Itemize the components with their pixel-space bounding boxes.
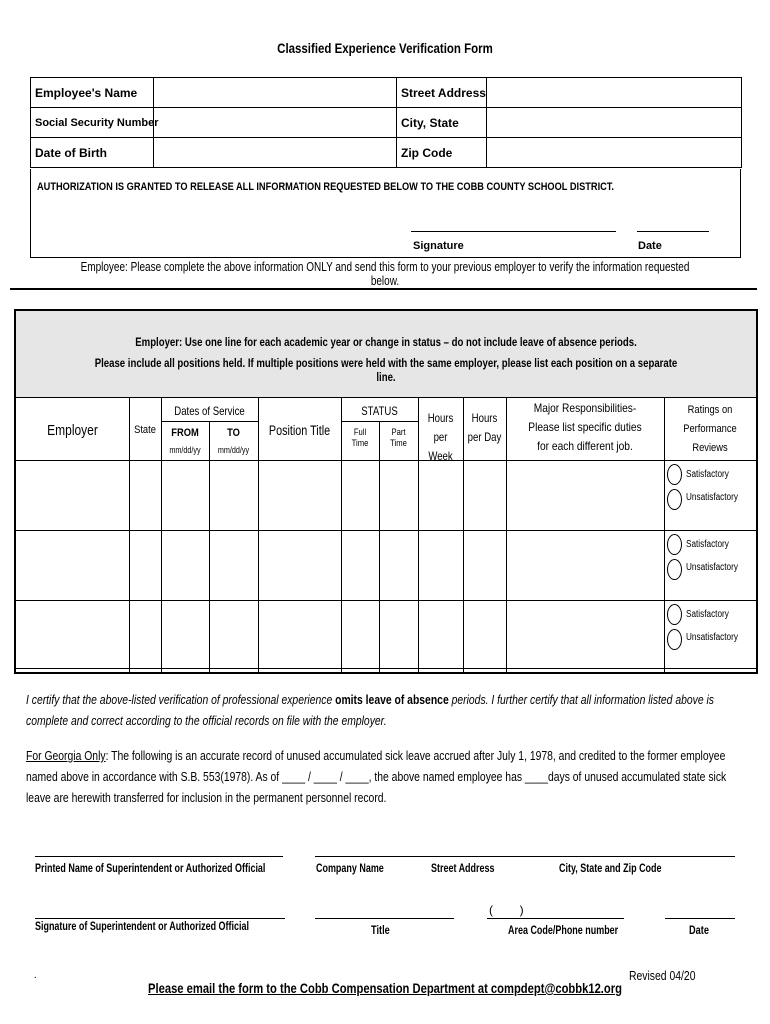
- dates-group-line: [161, 421, 258, 422]
- to-header: [213, 424, 255, 443]
- georgia-label: For Georgia Only: [26, 749, 106, 763]
- status-header: [349, 402, 411, 421]
- certification-text: [26, 690, 740, 732]
- row-divider: [16, 530, 756, 531]
- dob-label: Date of Birth: [31, 138, 154, 168]
- col-divider: [258, 397, 259, 672]
- street-address-footer-label: Street Address: [431, 863, 495, 875]
- employee-name-field[interactable]: [154, 78, 397, 108]
- major-text-1: Major Responsibilities-: [533, 401, 637, 415]
- employee-info-table: [30, 77, 742, 168]
- col-divider: [161, 397, 162, 672]
- certification-part-1: I certify that the above-listed verification of professional experience: [26, 693, 336, 707]
- rating-unsatisfactory-radio[interactable]: [667, 559, 682, 580]
- header-row-bottom: [16, 460, 756, 461]
- city-state-zip-label: City, State and Zip Code: [559, 863, 662, 875]
- rating-unsatisfactory-radio[interactable]: [667, 629, 682, 650]
- unsatisfactory-label: Unsatisfactory: [686, 562, 738, 573]
- full-time-header: [344, 427, 376, 449]
- georgia-sick-leave-text: [26, 746, 740, 809]
- footer-date-label: Date: [689, 925, 709, 937]
- status-group-line: [341, 421, 418, 422]
- col-divider: [506, 397, 507, 672]
- employee-name-label: Employee's Name: [31, 78, 154, 108]
- employer-instruction-2: Please include all positions held. If multiple positions were held with the same employer, please list each position on a separate line.: [94, 356, 678, 384]
- from-header: [165, 424, 206, 443]
- georgia-body: : The following is an accurate record of unused accumulated sick leave accrued after July 1, 1978, and credited to the former employee named above in accordance with S.B. 553(1978). As of ____ / ____ / ____, the above named employee has ____days of unused accumulated state sick leave are herewith transferred for inclusion in the permanent personnel record.: [26, 749, 727, 805]
- phone-parentheses: ( ): [489, 903, 524, 917]
- major-text-2: Please list specific duties: [528, 420, 642, 434]
- signature-line[interactable]: [411, 231, 616, 232]
- position-title-text: Position Title: [268, 423, 331, 438]
- company-info-line[interactable]: [315, 856, 735, 857]
- certification-bold: omits leave of absence: [335, 693, 449, 707]
- ssn-label: Social Security Number: [31, 108, 154, 138]
- authorization-box: [30, 169, 741, 258]
- row-divider: [16, 668, 756, 669]
- email-instruction: Please email the form to the Cobb Compensation Department at compdept@cobbk12.org: [148, 980, 622, 996]
- rating-satisfactory-radio[interactable]: [667, 464, 682, 485]
- date-label: Date: [638, 240, 662, 252]
- state-header-text: State: [134, 424, 156, 436]
- signature-label: Signature: [413, 240, 464, 252]
- employee-note: Employee: Please complete the above information ONLY and send this form to your previous employer to verify the information requested below.: [80, 260, 690, 288]
- hours-week-text-1: Hours: [427, 411, 454, 425]
- dates-of-service-header: [171, 402, 249, 421]
- unsatisfactory-label: Unsatisfactory: [686, 632, 738, 643]
- certification-part-2: periods. I further certify that all information listed above is complete and correct according to the official records on file with the employer.: [26, 693, 714, 728]
- printed-name-line[interactable]: [35, 856, 283, 857]
- row-divider: [16, 600, 756, 601]
- to-format: [214, 445, 253, 456]
- full-time-text-1: Full: [353, 427, 367, 437]
- date-line[interactable]: [637, 231, 709, 232]
- col-divider: [463, 397, 464, 672]
- hours-day-text-2: per Day: [467, 430, 502, 444]
- employer-instruction-1: Employer: Use one line for each academic year or change in status – do not include leave of absence periods.: [135, 335, 637, 349]
- footer-date-line[interactable]: [665, 918, 735, 919]
- position-title-header: [266, 421, 332, 440]
- unsatisfactory-label: Unsatisfactory: [686, 492, 738, 503]
- section-divider: [10, 288, 757, 290]
- col-divider: [418, 397, 419, 672]
- to-format-text: mm/dd/yy: [217, 445, 250, 455]
- part-time-text-1: Part: [391, 427, 406, 437]
- hours-day-header: [467, 409, 501, 447]
- zip-code-field[interactable]: [487, 138, 742, 168]
- ratings-text-1: Ratings on: [687, 404, 733, 416]
- from-header-text: FROM: [171, 427, 199, 439]
- employer-instructions: [16, 311, 756, 398]
- full-time-text-2: Time: [351, 438, 369, 448]
- dates-of-service-text: Dates of Service: [174, 404, 245, 418]
- rating-satisfactory-radio[interactable]: [667, 534, 682, 555]
- rating-unsatisfactory-radio[interactable]: [667, 489, 682, 510]
- city-state-field[interactable]: [487, 108, 742, 138]
- zip-code-label: Zip Code: [397, 138, 487, 168]
- state-col-header: [131, 421, 158, 440]
- hours-week-header: [423, 409, 459, 466]
- ratings-header: [671, 401, 749, 458]
- hours-day-text-1: Hours: [471, 411, 498, 425]
- to-header-text: TO: [227, 427, 240, 439]
- col-divider: [209, 421, 210, 672]
- satisfactory-label: Satisfactory: [686, 609, 729, 620]
- rating-satisfactory-radio[interactable]: [667, 604, 682, 625]
- col-divider: [379, 421, 380, 672]
- col-divider: [129, 397, 130, 672]
- employer-col-header: [27, 421, 117, 440]
- phone-line[interactable]: [487, 918, 624, 919]
- city-state-label: City, State: [397, 108, 487, 138]
- street-address-field[interactable]: [487, 78, 742, 108]
- major-text-3: for each different job.: [537, 439, 633, 453]
- ssn-field[interactable]: [154, 108, 397, 138]
- satisfactory-label: Satisfactory: [686, 469, 729, 480]
- hours-week-text-2: per Week: [428, 430, 453, 463]
- official-signature-label: Signature of Superintendent or Authorized Official: [35, 921, 249, 933]
- ratings-text-3: Reviews: [692, 442, 728, 454]
- employer-section: [14, 309, 758, 674]
- status-header-text: STATUS: [361, 404, 398, 418]
- ratings-text-2: Performance: [683, 423, 737, 435]
- authorization-text: AUTHORIZATION IS GRANTED TO RELEASE ALL INFORMATION REQUESTED BELOW TO THE COBB COUNTY SCHOOL DISTRICT.: [37, 181, 615, 193]
- employer-header-text: Employer: [47, 422, 98, 439]
- stray-dot: .: [34, 970, 37, 981]
- street-address-label: Street Address: [397, 78, 487, 108]
- phone-label: Area Code/Phone number: [508, 925, 619, 937]
- company-name-label: Company Name: [316, 863, 384, 875]
- title-label: Title: [371, 925, 390, 937]
- col-divider: [341, 397, 342, 672]
- printed-name-label: Printed Name of Superintendent or Authorized Official: [35, 863, 266, 875]
- col-divider: [664, 397, 665, 672]
- satisfactory-label: Satisfactory: [686, 539, 729, 550]
- form-title: Classified Experience Verification Form: [277, 40, 493, 56]
- title-line[interactable]: [315, 918, 454, 919]
- from-format-text: mm/dd/yy: [169, 445, 201, 455]
- from-format: [166, 445, 204, 456]
- official-signature-line[interactable]: [35, 918, 285, 919]
- part-time-header: [382, 427, 415, 449]
- dob-field[interactable]: [154, 138, 397, 168]
- part-time-text-2: Time: [390, 438, 407, 448]
- revision-label: Revised 04/20: [629, 968, 696, 983]
- major-responsibilities-header: [518, 399, 652, 456]
